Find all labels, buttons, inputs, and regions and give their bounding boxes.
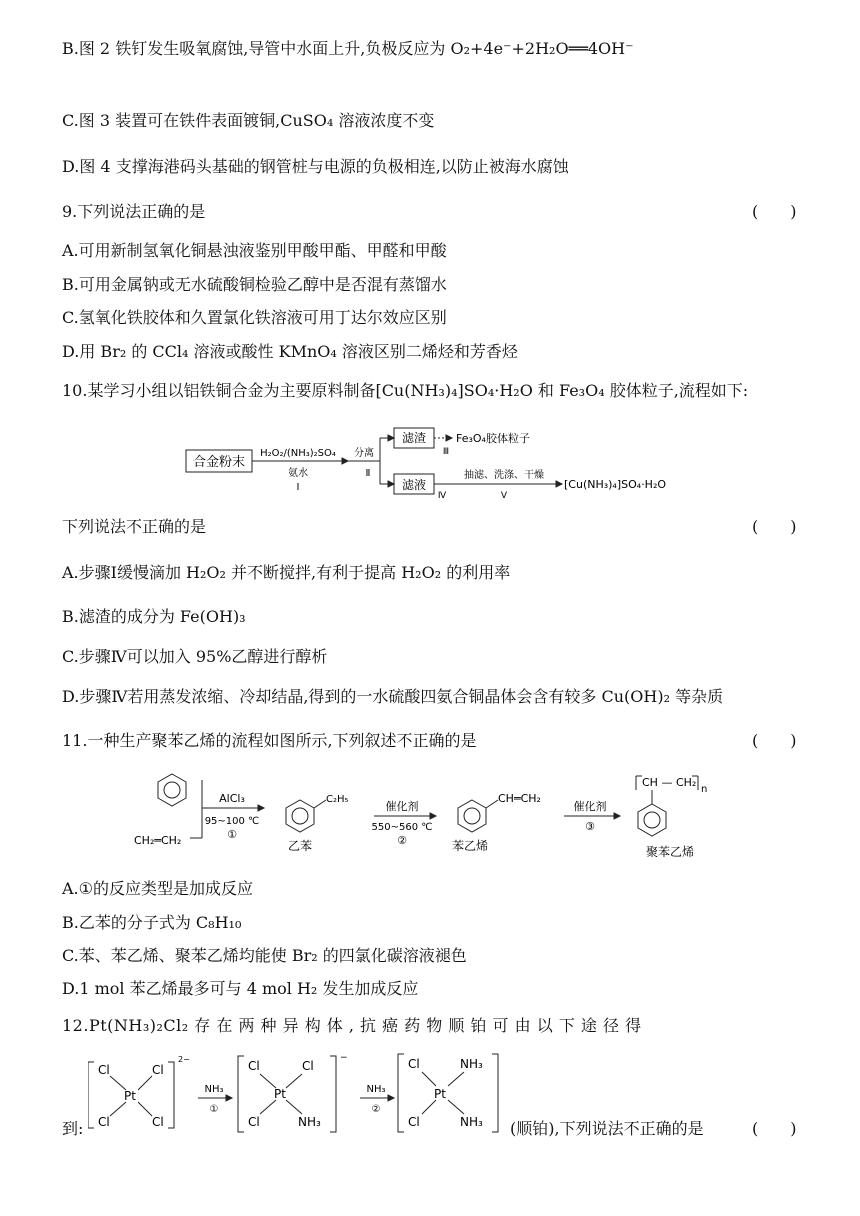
polymer-repeat-unit: CH — CH₂ — [642, 776, 697, 789]
option-8d: D.图 4 支撑海港码头基础的钢管桩与电源的负极相连,以防止被海水腐蚀 — [62, 157, 569, 176]
flow-start-box: 合金粉末 — [192, 455, 246, 470]
option-8b: B.图 2 铁钉发生吸氧腐蚀,导管中水面上升,负极反应为 O₂+4e⁻+2H₂O══4OH⁻ — [62, 39, 634, 58]
question-10-prompt: 下列说法不正确的是 — [62, 517, 207, 536]
complex-3-nh3-tr: NH₃ — [460, 1057, 483, 1071]
flow-diagram-10 — [180, 422, 700, 502]
flow-step-3: Ⅲ — [442, 447, 450, 457]
flow-residue-box: 滤渣 — [401, 431, 427, 445]
condition-1-bottom: 95~100 ℃ — [204, 816, 260, 827]
option-11a: A.①的反应类型是加成反应 — [62, 879, 253, 898]
complex-1-cl-br: Cl — [152, 1115, 164, 1129]
option-9d: D.用 Br₂ 的 CCl₄ 溶液或酸性 KMnO₄ 溶液区别二烯烃和芳香烃 — [62, 342, 518, 361]
option-11b: B.乙苯的分子式为 C₈H₁₀ — [62, 913, 242, 932]
flow-filtrate-box: 滤液 — [401, 478, 427, 492]
option-10a: A.步骤Ⅰ缓慢滴加 H₂O₂ 并不断搅拌,有利于提高 H₂O₂ 的利用率 — [62, 563, 511, 582]
complex-1-cl-tl: Cl — [98, 1063, 110, 1077]
complex-2-cl-bl: Cl — [248, 1115, 260, 1129]
option-9b: B.可用金属钠或无水硫酸铜检验乙醇中是否混有蒸馏水 — [62, 275, 447, 294]
condition-2-top: 催化剂 — [385, 800, 419, 813]
complex-2-pt: Pt — [274, 1087, 286, 1101]
question-12: 12.Pt(NH₃)₂Cl₂ 存 在 两 种 异 构 体 , 抗 癌 药 物 顺 铂 可 由 以 下 途 径 得 — [62, 1016, 642, 1035]
question-11: 11.一种生产聚苯乙烯的流程如图所示,下列叙述不正确的是 — [62, 731, 477, 750]
reaction-scheme-11 — [130, 766, 730, 868]
vinyl-substituent: CH═CH₂ — [498, 792, 541, 805]
question-12-to: 到: — [62, 1119, 84, 1138]
flow-product-2: [Cu(NH₃)₄]SO₄·H₂O — [564, 478, 667, 491]
option-8c: C.图 3 装置可在铁件表面镀铜,CuSO₄ 溶液浓度不变 — [62, 111, 435, 130]
step-2-label: ② — [397, 834, 407, 847]
answer-bracket-12: ( ) — [752, 1119, 797, 1138]
flow-product-1: Fe₃O₄胶体粒子 — [456, 432, 530, 445]
condition-3-top: 催化剂 — [573, 800, 607, 813]
product-styrene-name: 苯乙烯 — [451, 839, 489, 853]
condition-1-top: AlCl₃ — [219, 792, 245, 805]
flow-separate: 分离 — [354, 448, 374, 459]
option-11c: C.苯、苯乙烯、聚苯乙烯均能使 Br₂ 的四氯化碳溶液褪色 — [62, 946, 467, 965]
flow-step-5: Ⅴ — [500, 491, 508, 501]
complex-3-cl-bl: Cl — [408, 1115, 420, 1129]
complex-3-nh3-br: NH₃ — [460, 1115, 483, 1129]
complex-3-cl-tl: Cl — [408, 1057, 420, 1071]
flow-step-4: Ⅳ — [437, 491, 447, 501]
complex-2-cl-tr: Cl — [302, 1059, 314, 1073]
product-polystyrene-name: 聚苯乙烯 — [645, 845, 695, 859]
option-10b: B.滤渣的成分为 Fe(OH)₃ — [62, 607, 246, 626]
complex-2-nh3: NH₃ — [298, 1115, 321, 1129]
reactant-ethylene: CH₂═CH₂ — [134, 834, 182, 847]
ethyl-substituent: C₂H₅ — [326, 794, 349, 805]
flow-step-1: Ⅰ — [296, 482, 300, 493]
question-9: 9.下列说法正确的是 — [62, 202, 206, 221]
flow-reagent-1-below: 氨水 — [288, 468, 308, 479]
product-ethylbenzene-name: 乙苯 — [287, 839, 313, 853]
option-9c: C.氢氧化铁胶体和久置氯化铁溶液可用丁达尔效应区别 — [62, 308, 447, 327]
option-11d: D.1 mol 苯乙烯最多可与 4 mol H₂ 发生加成反应 — [62, 979, 419, 998]
arrow-1-step: ① — [209, 1104, 219, 1115]
complex-2-cl-tl: Cl — [248, 1059, 260, 1073]
question-10: 10.某学习小组以铝铁铜合金为主要原料制备[Cu(NH₃)₄]SO₄·H₂O 和 Fe₃O₄ 胶体粒子,流程如下: — [62, 381, 749, 400]
pt-complex-scheme-12 — [88, 1052, 508, 1138]
complex-2-charge: − — [340, 1053, 348, 1063]
complex-1-pt: Pt — [124, 1089, 136, 1103]
flow-step-2: Ⅱ — [365, 468, 371, 479]
arrow-1-reagent: NH₃ — [204, 1084, 224, 1095]
answer-bracket-9: ( ) — [752, 202, 797, 221]
complex-3-pt: Pt — [434, 1087, 446, 1101]
option-10c: C.步骤Ⅳ可以加入 95%乙醇进行醇析 — [62, 647, 328, 666]
condition-2-bottom: 550~560 ℃ — [371, 822, 433, 833]
flow-operations-5: 抽滤、洗涤、干燥 — [464, 470, 544, 481]
complex-1-cl-tr: Cl — [152, 1063, 164, 1077]
complex-1-charge: 2− — [178, 1055, 190, 1064]
step-1-label: ① — [227, 828, 237, 841]
complex-1-cl-bl: Cl — [98, 1115, 110, 1129]
step-3-label: ③ — [585, 820, 595, 833]
question-12-tail: (顺铂),下列说法不正确的是 — [510, 1119, 704, 1138]
flow-reagent-1: H₂O₂/(NH₃)₂SO₄ — [260, 448, 336, 459]
option-9a: A.可用新制氢氧化铜悬浊液鉴别甲酸甲酯、甲醛和甲酸 — [62, 241, 447, 260]
arrow-2-reagent: NH₃ — [366, 1084, 386, 1095]
answer-bracket-11: ( ) — [752, 731, 797, 750]
answer-bracket-10: ( ) — [752, 517, 797, 536]
polymer-n: n — [701, 784, 708, 795]
arrow-2-step: ② — [371, 1104, 381, 1115]
option-10d: D.步骤Ⅳ若用蒸发浓缩、冷却结晶,得到的一水硫酸四氨合铜晶体会含有较多 Cu(OH)₂ 等杂质 — [62, 687, 724, 706]
